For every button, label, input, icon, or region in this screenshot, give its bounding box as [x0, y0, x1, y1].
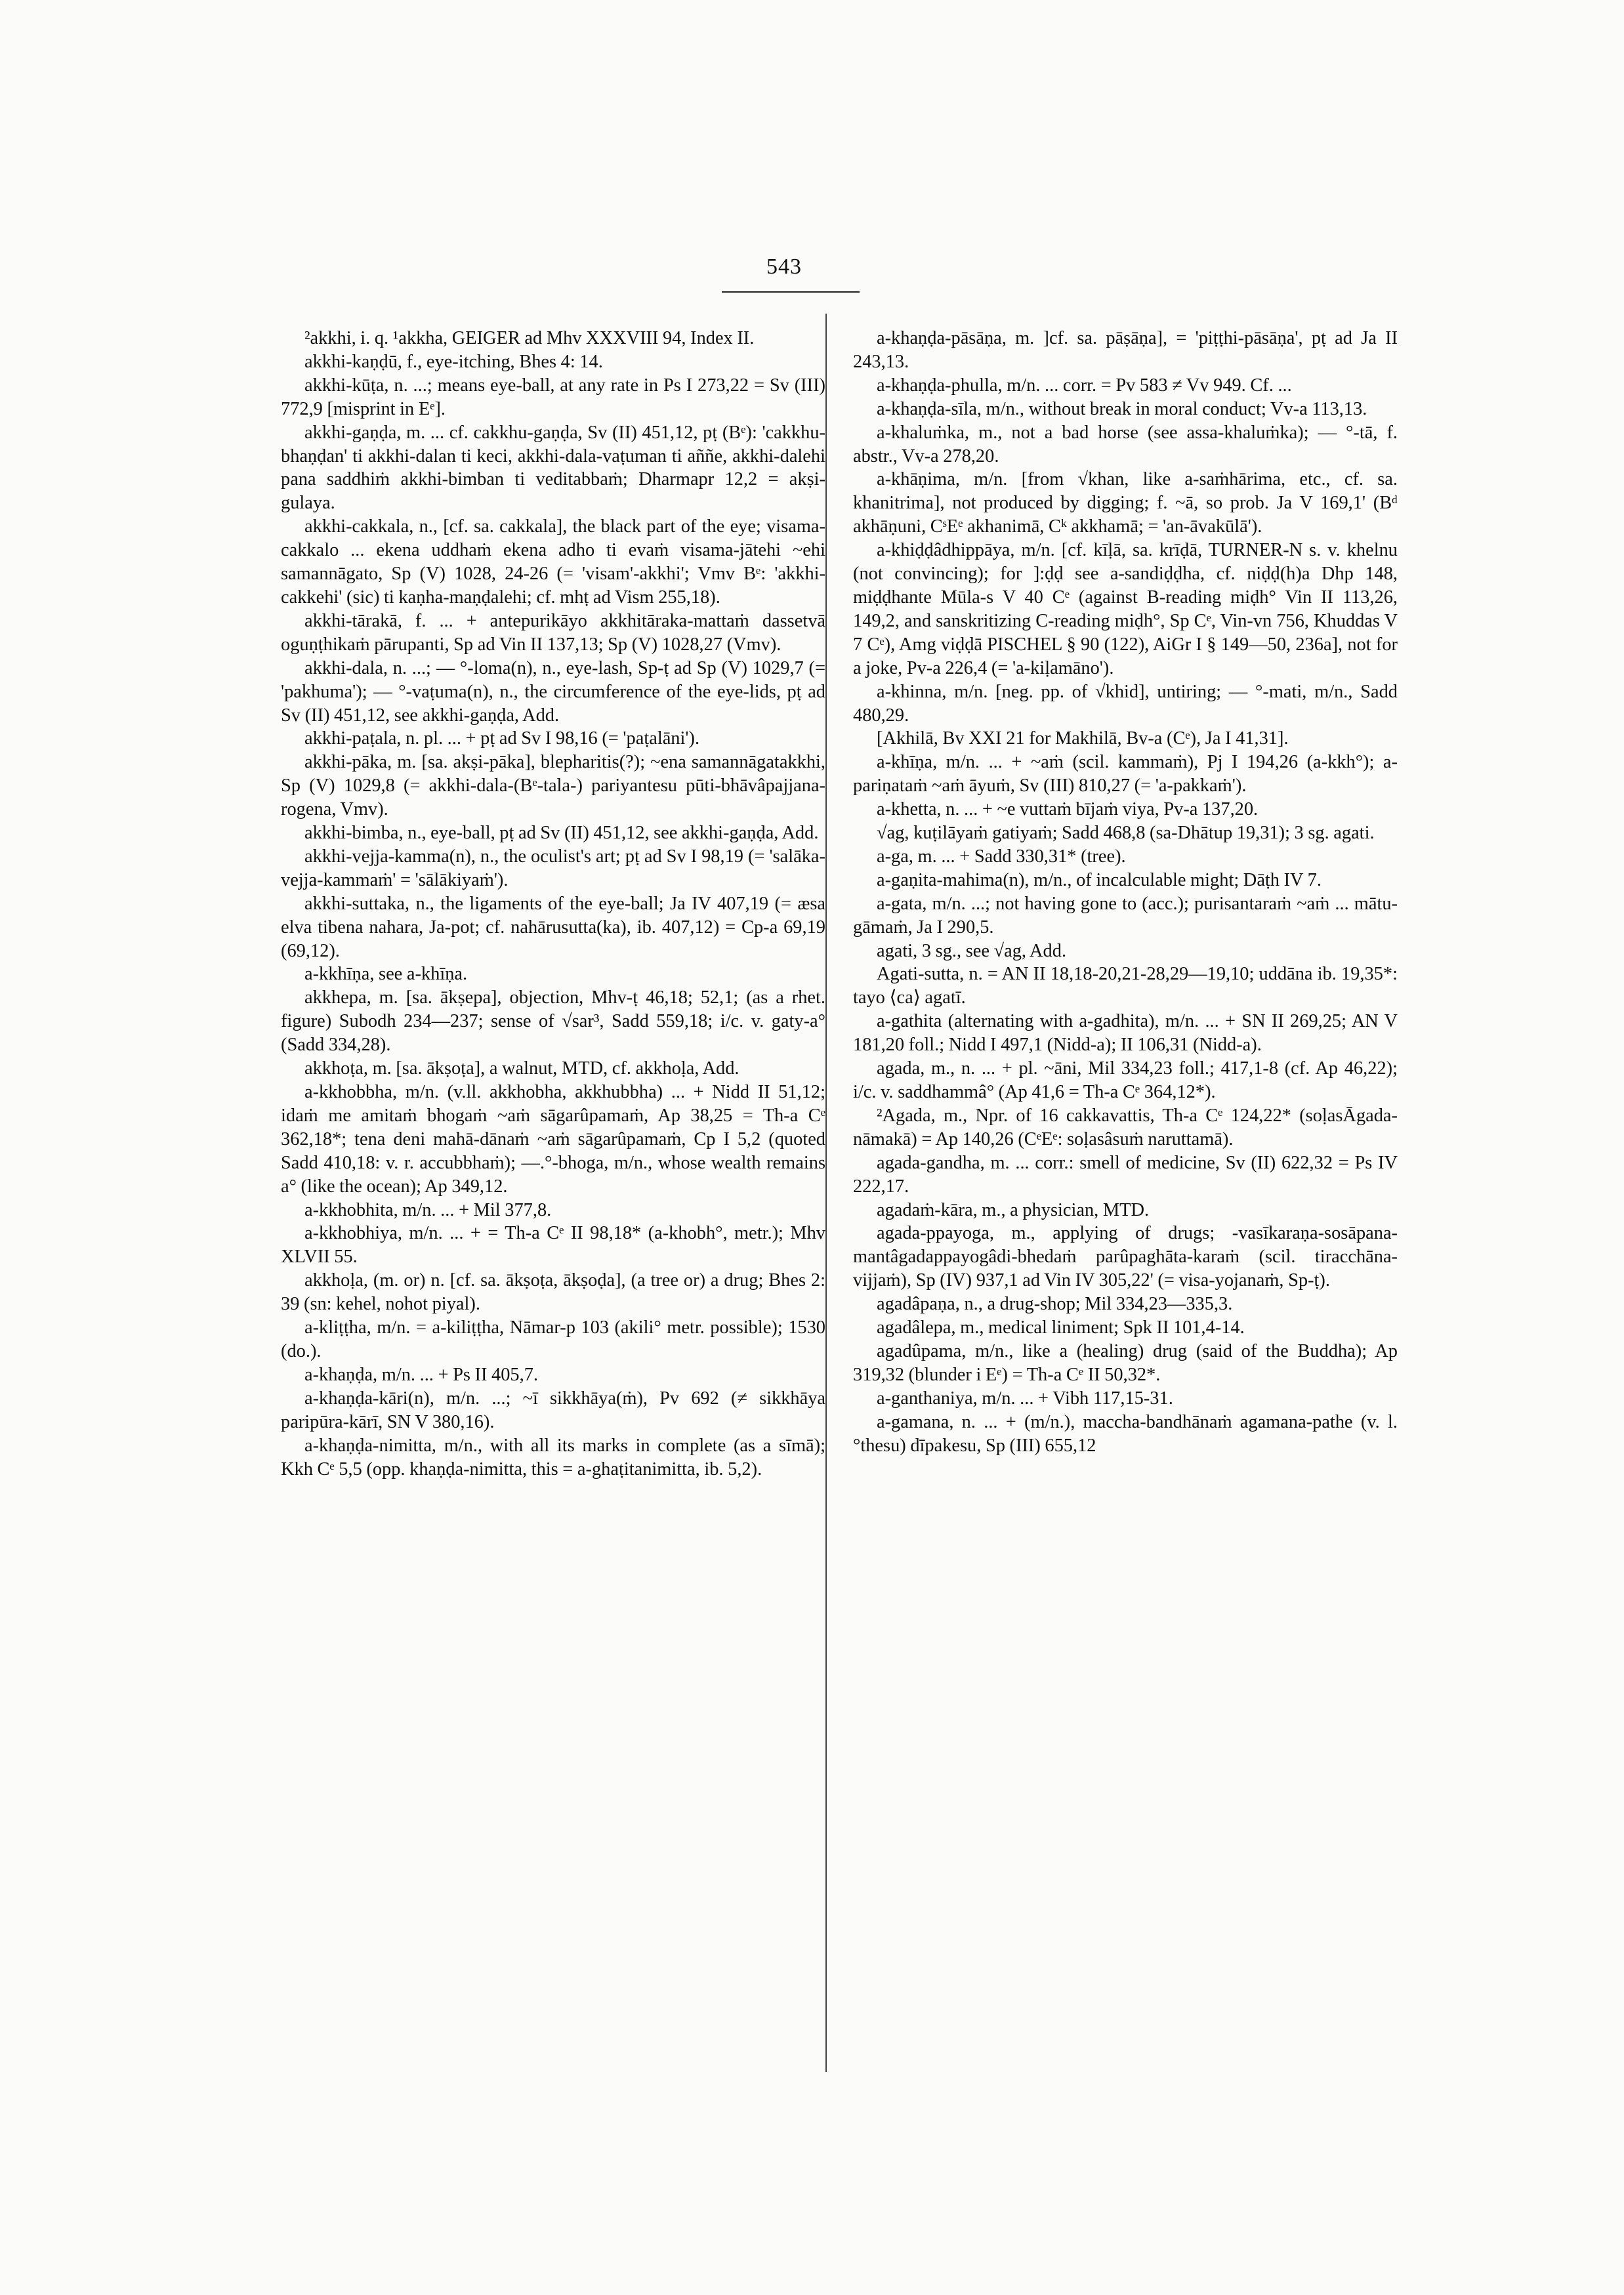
dictionary-entry: a-gaṇita-mahima(n), m/n., of incalculable might; Dāṭh IV 7.	[877, 869, 1322, 890]
dictionary-entry: a-ganthaniya, m/n. ... + Vibh 117,15-31.	[877, 1388, 1173, 1409]
dictionary-entry: agada-gandha, m. ... corr.: smell of medicine, Sv (II) 622,32 = Ps IV 222,17.	[853, 1152, 1398, 1197]
dictionary-entry: akkhi-bimba, n., eye-ball, pṭ ad Sv (II) 451,12, see akkhi-gaṇḍa, Add.	[304, 823, 819, 844]
dictionary-entry: a-khetta, n. ... + ~e vuttaṁ bījaṁ viya, Pv-a 137,20.	[877, 799, 1259, 820]
dictionary-entry: agada, m., n. ... + pl. ~āni, Mil 334,23 foll.; 417,1-8 (cf. Ap 46,22); i/c. v. saddhammâ° (Ap 41,6 = Th-a Cᵉ 364,12*).	[853, 1058, 1398, 1102]
left-column	[281, 327, 825, 1481]
dictionary-entry: akkhepa, m. [sa. ākṣepa], objection, Mhv-ṭ 46,18; 52,1; (as a rhet. figure) Subodh 234—237; sense of √sar³, Sadd 559,18; i/c. v. gaty-a° (Sadd 334,28).	[281, 987, 825, 1056]
dictionary-entry: a-gata, m/n. ...; not having gone to (acc.); purisantaraṁ ~aṁ ... mātu-gāmaṁ, Ja I 290,5.	[853, 893, 1398, 938]
dictionary-entry: a-khaṇḍa-phulla, m/n. ... corr. = Pv 583 ≠ Vv 949. Cf. ...	[877, 375, 1292, 396]
dictionary-entry: akkhi-dala, n. ...; — °-loma(n), n., eye-lash, Sp-ṭ ad Sp (V) 1029,7 (= 'pakhuma'); — °-vaṭuma(n), n., the circumference of the eye-lids, pṭ ad Sv (II) 451,12, see akkhi-gaṇḍa, Add.	[281, 657, 825, 726]
dictionary-entry: a-kkhobhita, m/n. ... + Mil 377,8.	[304, 1199, 552, 1220]
dictionary-entry: a-kkhobbha, m/n. (v.ll. akkhobha, akkhubbha) ... + Nidd II 51,12; idaṁ me amitaṁ bhogaṁ ~aṁ sāgarûpamaṁ, Ap 38,25 = Th-a Cᵉ 362,18*; tena deni mahā-dānaṁ ~aṁ sāgarûpamaṁ, Cp I 5,2 (quoted Sadd 410,18: v. r. accubbhaṁ); —.°-bhoga, m/n., whose wealth remains a° (like the ocean); Ap 349,12.	[281, 1082, 825, 1197]
dictionary-entry: [Akhilā, Bv XXI 21 for Makhilā, Bv-a (Cᵉ), Ja I 41,31].	[877, 728, 1289, 749]
dictionary-entry: akkhoḷa, (m. or) n. [cf. sa. ākṣoṭa, ākṣoḍa], (a tree or) a drug; Bhes 2: 39 (sn: kehel, nohot piyal).	[281, 1270, 825, 1315]
dictionary-entry: a-khāṇima, m/n. [from √khan, like a-saṁhārima, etc., cf. sa. khanitrima], not produced by digging; f. ~ā, so prob. Ja V 169,1' (Bᵈ akhāṇuni, CˢEᵉ akhanimā, Cᵏ akkhamā; = 'an-āvakūlā').	[853, 469, 1398, 537]
dictionary-entry: a-khaṇḍa-kāri(n), m/n. ...; ~ī sikkhāya(ṁ), Pv 692 (≠ sikkhāya paripūra-kārī, SN V 380,16).	[281, 1388, 825, 1432]
dictionary-entry: ²akkhi, i. q. ¹akkha, GEIGER ad Mhv XXXVIII 94, Index II.	[304, 328, 755, 348]
dictionary-entry: agadaṁ-kāra, m., a physician, MTD.	[877, 1199, 1150, 1220]
dictionary-entry: Agati-sutta, n. = AN II 18,18-20,21-28,29—19,10; uddāna ib. 19,35*: tayo ⟨ca⟩ agatī.	[853, 964, 1398, 1008]
dictionary-entry: ²Agada, m., Npr. of 16 cakkavattis, Th-a Cᵉ 124,22* (soḷasĀgada-nāmakā) = Ap 140,26 (CᵉEᵉ: soḷasâsuṁ naruttamā).	[853, 1105, 1398, 1149]
dictionary-entry: akkhi-kūṭa, n. ...; means eye-ball, at any rate in Ps I 273,22 = Sv (III) 772,9 [misprint in Eᵉ].	[281, 375, 825, 419]
dictionary-entry: akkhi-suttaka, n., the ligaments of the eye-ball; Ja IV 407,19 (= æsa elva tibena nahara, Ja-pot; cf. nahārusutta(ka), ib. 407,12) = Cp-a 69,19 (69,12).	[281, 893, 825, 961]
dictionary-entry: a-khīṇa, m/n. ... + ~aṁ (scil. kammaṁ), Pj I 194,26 (a-kkh°); a-pariṇataṁ ~aṁ āyuṁ, Sv (III) 810,27 (= 'a-pakkaṁ').	[853, 752, 1398, 796]
dictionary-entry: a-khaṇḍa-nimitta, m/n., with all its marks in complete (as a sīmā); Kkh Cᵉ 5,5 (opp. khaṇḍa-nimitta, this = a-ghaṭitanimitta, ib. 5,2).	[281, 1435, 825, 1479]
dictionary-entry: a-khiḍḍâdhippāya, m/n. [cf. kīḷā, sa. krīḍā, TURNER-N s. v. khelnu (not convincing); for ]:ḍḍ see a-sandiḍḍha, cf. niḍḍ(h)a Dhp 148, miḍḍhante Mūla-s V 40 Cᵉ (against B-reading miḍh° Vin II 113,26, 149,2, and sanskritizing C-reading miḍh°, Sp Cᵉ, Vin-vn 756, Khuddas V 7 Cᵉ), Amg viḍḍā PISCHEL § 90 (122), AiGr I § 149—50, 236a], not for a joke, Pv-a 226,4 (= 'a-kiḷamāno').	[853, 540, 1398, 678]
dictionary-entry: akkhi-cakkala, n., [cf. sa. cakkala], the black part of the eye; visama-cakkalo ... ekena uddhaṁ ekena adho ti evaṁ visama-jātehi ~ehi samannāgato, Sp (V) 1028, 24-26 (= 'visam'-akkhi'; Vmv Bᵉ: 'akkhi-cakkehi' (sic) ti kaṇha-maṇḍalehi; cf. mhṭ ad Vism 255,18).	[281, 516, 825, 608]
header-rule	[722, 291, 860, 293]
dictionary-entry: a-khaṇḍa-pāsāṇa, m. ]cf. sa. pāṣāṇa], = 'piṭṭhi-pāsāṇa', pṭ ad Ja II 243,13.	[853, 328, 1398, 372]
dictionary-entry: agati, 3 sg., see √ag, Add.	[877, 940, 1067, 961]
dictionary-entry: a-kkhobhiya, m/n. ... + = Th-a Cᵉ II 98,18* (a-khobh°, metr.); Mhv XLVII 55.	[281, 1223, 825, 1268]
right-column	[853, 327, 1398, 1458]
column-divider	[825, 314, 827, 2072]
dictionary-entry: a-khaluṁka, m., not a bad horse (see assa-khaluṁka); — °-tā, f. abstr., Vv-a 278,20.	[853, 422, 1398, 466]
dictionary-entry: akkhi-paṭala, n. pl. ... + pṭ ad Sv I 98,16 (= 'paṭalāni').	[304, 728, 700, 749]
dictionary-entry: a-khaṇḍa-sīla, m/n., without break in moral conduct; Vv-a 113,13.	[877, 398, 1367, 419]
dictionary-entry: akkhoṭa, m. [sa. ākṣoṭa], a walnut, MTD, cf. akkhoḷa, Add.	[304, 1058, 739, 1079]
dictionary-entry: akkhi-kaṇḍū, f., eye-itching, Bhes 4: 14.	[304, 351, 603, 372]
dictionary-entry: agadâlepa, m., medical liniment; Spk II 101,4-14.	[877, 1317, 1245, 1338]
dictionary-entry: √ag, kuṭilāyaṁ gatiyaṁ; Sadd 468,8 (sa-Dhātup 19,31); 3 sg. agati.	[877, 823, 1375, 844]
dictionary-entry: a-khaṇḍa, m/n. ... + Ps II 405,7.	[304, 1364, 539, 1385]
dictionary-entry: akkhi-tārakā, f. ... + antepurikāyo akkhitāraka-mattaṁ dassetvā oguṇṭhikaṁ pārupanti, Sp ad Vin II 137,13; Sp (V) 1028,27 (Vmv).	[281, 610, 825, 655]
dictionary-entry: a-gamana, n. ... + (m/n.), maccha-bandhānaṁ agamana-pathe (v. l. °thesu) dīpakesu, Sp (III) 655,12	[853, 1411, 1398, 1456]
dictionary-entry: agadûpama, m/n., like a (healing) drug (said of the Buddha); Ap 319,32 (blunder i Eᵉ) = Th-a Cᵉ II 50,32*.	[853, 1340, 1398, 1385]
dictionary-entry: akkhi-gaṇḍa, m. ... cf. cakkhu-gaṇḍa, Sv (II) 451,12, pṭ (Bᵉ): 'cakkhu-bhaṇḍan' ti akkhi-dalan ti keci, akkhi-dala-vaṭuman ti aññe, akkhi-dalehi pana saddhiṁ akkhi-bimban ti veditabbaṁ; Dharmapr 12,2 = akṣi-gulaya.	[281, 422, 825, 514]
dictionary-entry: a-khinna, m/n. [neg. pp. of √khid], untiring; — °-mati, m/n., Sadd 480,29.	[853, 681, 1398, 726]
dictionary-entry: agada-ppayoga, m., applying of drugs; -vasīkaraṇa-sosāpana-mantâgadappayogâdi-bhedaṁ parûpaghāta-karaṁ (scil. tiracchāna-vijjaṁ), Sp (IV) 937,1 ad Vin IV 305,22' (= visa-yojanaṁ, Sp-ṭ).	[853, 1223, 1398, 1291]
dictionary-entry: a-gathita (alternating with a-gadhita), m/n. ... + SN II 269,25; AN V 181,20 foll.; Nidd I 497,1 (Nidd-a); II 106,31 (Nidd-a).	[853, 1011, 1398, 1056]
dictionary-entry: a-kkhīṇa, see a-khīṇa.	[304, 964, 468, 985]
dictionary-entry: akkhi-vejja-kamma(n), n., the oculist's art; pṭ ad Sv I 98,19 (= 'salāka-vejja-kammaṁ' = 'sālākiyaṁ').	[281, 846, 825, 890]
dictionary-entry: akkhi-pāka, m. [sa. akṣi-pāka], blepharitis(?); ~ena samannāgatakkhi, Sp (V) 1029,8 (= akkhi-dala-(Bᵉ-tala-) pariyantesu pūti-bhāvâpajjana-rogena, Vmv).	[281, 752, 825, 820]
dictionary-entry: a-ga, m. ... + Sadd 330,31* (tree).	[877, 846, 1126, 867]
page-number: 543	[766, 255, 802, 279]
dictionary-entry: a-kliṭṭha, m/n. = a-kiliṭṭha, Nāmar-p 103 (akili° metr. possible); 1530 (do.).	[281, 1317, 825, 1361]
dictionary-entry: agadâpaṇa, n., a drug-shop; Mil 334,23—335,3.	[877, 1294, 1233, 1315]
